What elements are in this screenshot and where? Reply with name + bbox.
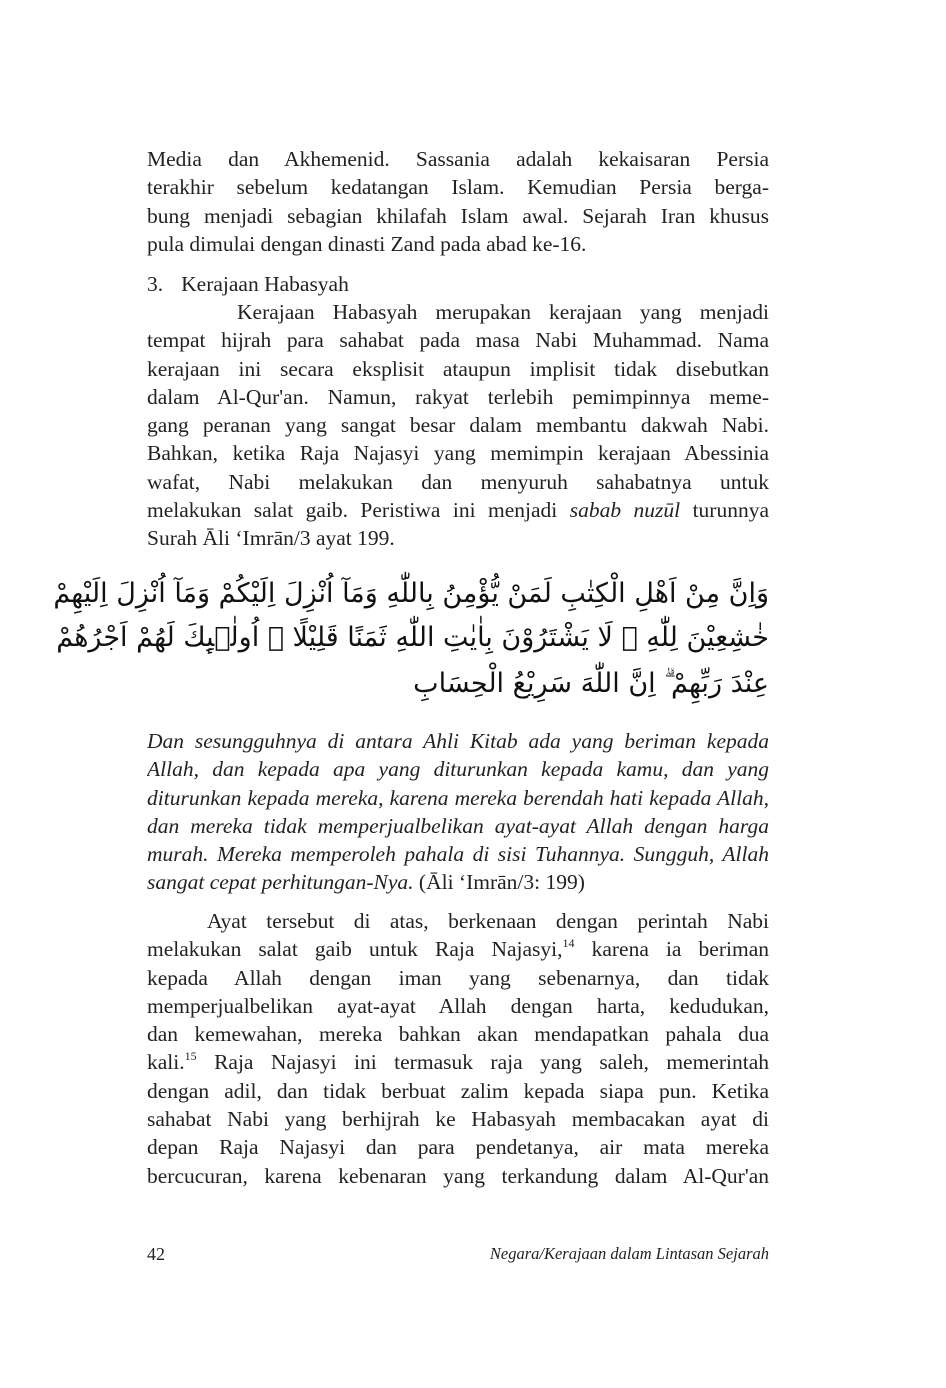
text-segment: (Āli ‘Imrān/3: 199): [413, 870, 585, 895]
text-segment: melakukan salat gaib untuk Raja Najasyi,: [147, 937, 563, 962]
text-segment: Kerajaan Habasyah merupakan kerajaan yang menjadi: [237, 300, 769, 324]
text-line: [147, 812, 769, 840]
arabic-verse-line-1: وَاِنَّ مِنْ اَهْلِ الْكِتٰبِ لَمَنْ يُّؤْمِنُ بِاللّٰهِ وَمَآ اُنْزِلَ اِلَيْكُمْ وَمَآ اُنْزِلَ اِلَيْهِمْ: [53, 578, 769, 609]
text-line: [147, 230, 769, 258]
text-line: [147, 202, 769, 230]
text-line: [147, 326, 769, 354]
text-segment: Ayat tersebut di atas, berkenaan dengan perintah Nabi: [207, 909, 769, 933]
verse-translation: [147, 727, 769, 897]
text-segment: melakukan salat gaib. Peristiwa ini menjadi: [147, 498, 570, 523]
text-segment: dengan adil, dan tidak berbuat zalim kepada siapa pun. Ketika: [147, 1078, 769, 1103]
intro-paragraph: [147, 145, 769, 258]
text-line: [147, 727, 769, 755]
page-number: 42: [147, 1244, 165, 1264]
text-segment: Media dan Akhemenid. Sassania adalah kekaisaran Persia: [147, 147, 769, 171]
arabic-verse-line-2: خٰشِعِيْنَ لِلّٰهِ ۙ لَا يَشْتَرُوْنَ بِاٰيٰتِ اللّٰهِ ثَمَنًا قَلِيْلًا ۗ اُولٰۤىِٕكَ لَهُمْ اَجْرُهُمْ: [56, 622, 769, 653]
text-line: [147, 1162, 769, 1190]
text-segment: Raja Najasyi ini termasuk raja yang saleh, memerintah: [196, 1050, 769, 1075]
text-line: [147, 524, 769, 552]
text-segment: depan Raja Najasyi dan para pendetanya, air mata mereka: [147, 1135, 769, 1160]
running-title: Negara/Kerajaan dalam Lintasan Sejarah: [489, 1244, 769, 1263]
text-segment: tempat hijrah para sahabat pada masa Nabi Muhammad. Nama: [147, 328, 769, 353]
arabic-verse-line-3: عِنْدَ رَبِّهِمْ ۗ اِنَّ اللّٰهَ سَرِيْعُ الْحِسَابِ: [413, 668, 769, 699]
text-segment: turunnya: [680, 498, 769, 523]
text-segment: sabab nuzūl: [569, 498, 681, 523]
text-segment: Surah Āli ‘Imrān/3 ayat 199.: [147, 526, 395, 551]
text-line: [147, 1105, 769, 1133]
text-line: [147, 468, 769, 496]
text-segment: murah. Mereka memperoleh pahala di sisi Tuhannya. Sungguh, Allah: [147, 842, 769, 867]
text-line: [147, 355, 769, 383]
text-segment: terakhir sebelum kedatangan Islam. Kemudian Persia berga-: [147, 175, 769, 200]
text-segment: sangat cepat perhitungan-Nya.: [147, 870, 414, 895]
text-line: [147, 383, 769, 411]
text-line: [147, 1077, 769, 1105]
text-segment: sahabat Nabi yang berhijrah ke Habasyah membacakan ayat di: [147, 1107, 769, 1132]
text-line: [147, 935, 769, 963]
text-line: [147, 907, 769, 935]
text-segment: dalam Al-Qur'an. Namun, rakyat terlebih pemimpinnya meme-: [147, 384, 769, 409]
footnote-ref[interactable]: 15: [184, 1049, 197, 1064]
text-segment: dan kemewahan, mereka bahkan akan mendapatkan pahala dua: [147, 1022, 769, 1047]
text-segment: kerajaan ini secara eksplisit ataupun implisit tidak disebutkan: [147, 356, 769, 381]
section-heading: [147, 270, 769, 298]
section-title: Kerajaan Habasyah: [181, 272, 349, 296]
text-line: [147, 840, 769, 868]
text-line: [147, 992, 769, 1020]
text-segment: wafat, Nabi melakukan dan menyuruh sahabatnya untuk: [147, 469, 769, 494]
text-line: [147, 868, 769, 896]
text-segment: bung menjadi sebagian khilafah Islam awal. Sejarah Iran khusus: [147, 203, 769, 228]
text-line: [147, 145, 769, 173]
text-segment: kali.: [147, 1050, 185, 1075]
text-line: [147, 1048, 769, 1076]
text-line: [147, 496, 769, 524]
text-line: [147, 411, 769, 439]
habasyah-paragraph: [147, 298, 769, 553]
text-line: [147, 439, 769, 467]
text-segment: kepada Allah dengan iman yang sebenarnya, dan tidak: [147, 965, 769, 990]
text-segment: Allah, dan kepada apa yang diturunkan kepada kamu, dan yang: [147, 757, 769, 782]
text-segment: bercucuran, karena kebenaran yang terkandung dalam Al-Qur'an: [147, 1163, 769, 1188]
text-line: [147, 1133, 769, 1161]
text-line: [147, 173, 769, 201]
text-segment: Bahkan, ketika Raja Najasyi yang memimpin kerajaan Abessinia: [147, 441, 769, 466]
text-line: [147, 1020, 769, 1048]
text-segment: Dan sesungguhnya di antara Ahli Kitab ada yang beriman kepada: [147, 729, 769, 753]
text-segment: memperjualbelikan ayat-ayat Allah dengan harta, kedudukan,: [147, 993, 769, 1018]
text-segment: karena ia beriman: [574, 937, 769, 962]
text-segment: diturunkan kepada mereka, karena mereka berendah hati kepada Allah,: [147, 785, 769, 810]
text-segment: gang peranan yang sangat besar dalam membantu dakwah Nabi.: [147, 413, 769, 438]
text-line: [147, 964, 769, 992]
main-paragraph: [147, 907, 769, 1190]
text-segment: pula dimulai dengan dinasti Zand pada abad ke-16.: [147, 231, 587, 256]
text-line: [147, 755, 769, 783]
footnote-ref[interactable]: 14: [562, 936, 575, 951]
text-line: [147, 298, 769, 326]
text-segment: dan mereka tidak memperjualbelikan ayat-ayat Allah dengan harga: [147, 813, 769, 838]
section-number: 3.: [147, 272, 164, 296]
text-line: [147, 784, 769, 812]
